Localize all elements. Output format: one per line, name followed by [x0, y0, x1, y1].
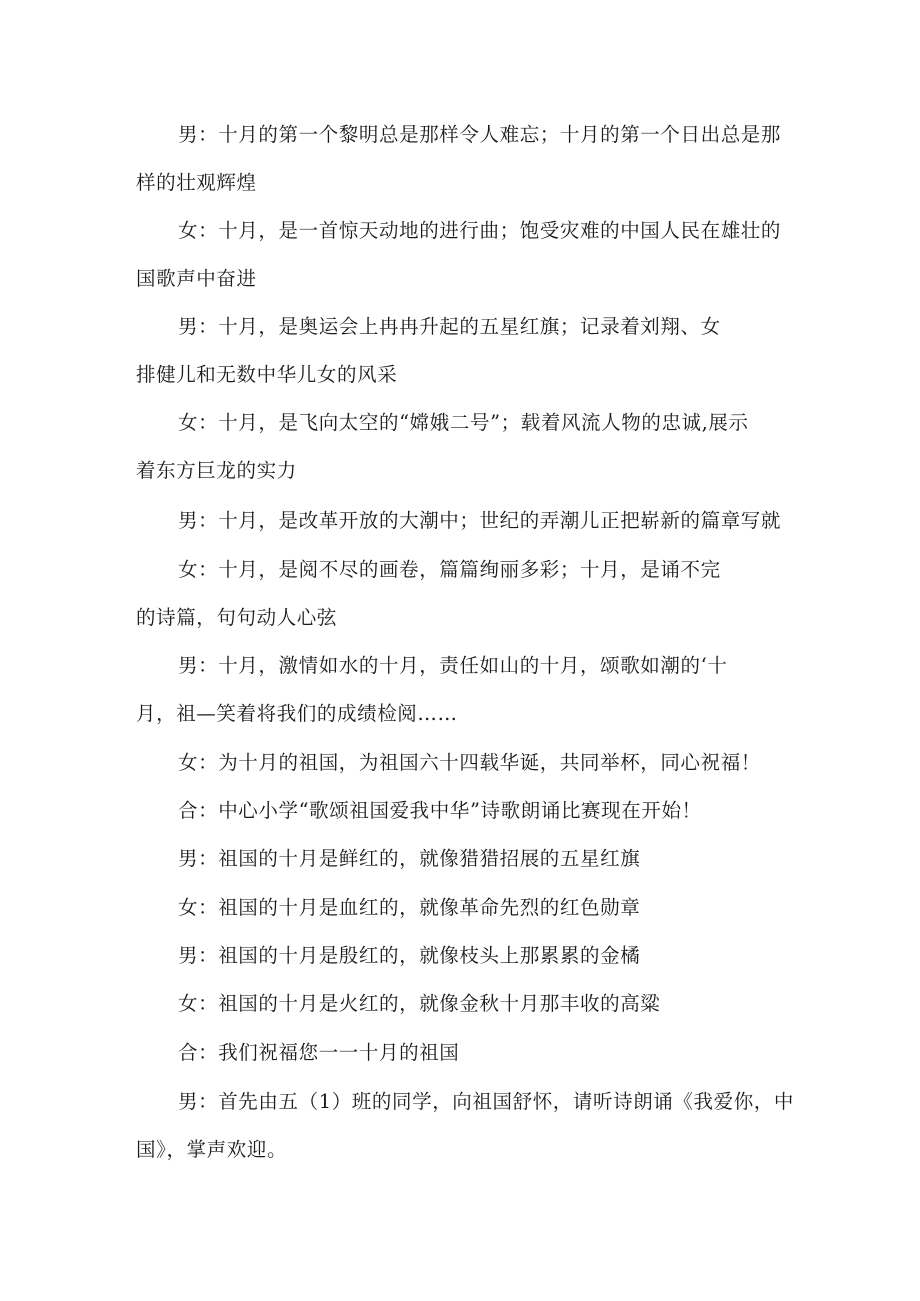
- paragraph: [136, 787, 796, 835]
- paragraph-line: 男：十月，激情如水的十月，责任如山的十月，颂歌如潮的‘十: [178, 654, 728, 677]
- paragraph: [136, 884, 796, 932]
- paragraph: [136, 1078, 796, 1174]
- paragraph-line: 女：祖国的十月是血红的，就像革命先烈的红色勋章: [178, 896, 641, 919]
- paragraph-line: 国》，掌声欢迎。: [136, 1138, 288, 1161]
- paragraph-line: 样的壮观辉煌: [136, 171, 257, 194]
- paragraph-line: 女：十月，是阅不尽的画卷，篇篇绚丽多彩；十月，是诵不完: [178, 558, 721, 581]
- paragraph: [136, 399, 796, 495]
- paragraph-line: 女：十月，是飞向太空的“嫦娥二号”；载着风流人物的忠诚,展示: [178, 411, 749, 434]
- paragraph: [136, 980, 796, 1028]
- paragraph: [136, 546, 796, 642]
- paragraph: [136, 303, 796, 399]
- paragraph: [136, 1029, 796, 1077]
- paragraph-line: 男：祖国的十月是殷红的，就像枝头上那累累的金橘: [178, 944, 641, 967]
- paragraph-line: 国歌声中奋进: [136, 267, 257, 290]
- paragraph: [136, 207, 796, 303]
- paragraph: [136, 739, 796, 787]
- paragraph-line: 着东方巨龙的实力: [136, 459, 297, 482]
- paragraph: [136, 642, 796, 738]
- paragraph-line: 月，祖—笑着将我们的成绩检阅……: [136, 702, 458, 725]
- paragraph: [136, 932, 796, 980]
- paragraph-line: 男：祖国的十月是鲜红的，就像猎猎招展的五星红旗: [178, 847, 641, 870]
- paragraph-line: 女：祖国的十月是火红的，就像金秋十月那丰收的高粱: [178, 992, 661, 1015]
- paragraph-line: 男：十月，是改革开放的大潮中；世纪的弄潮儿正把崭新的篇章写就: [178, 509, 782, 532]
- paragraph-line: 合：我们祝福您一一十月的祖国: [178, 1041, 460, 1064]
- paragraph: [136, 497, 796, 545]
- paragraph: [136, 835, 796, 883]
- paragraph: [136, 111, 796, 207]
- paragraph-line: 男：十月，是奥运会上冉冉升起的五星红旗；记录着刘翔、女: [178, 315, 721, 338]
- paragraph-line: 男：十月的第一个黎明总是那样令人难忘；十月的第一个日出总是那: [178, 123, 782, 146]
- paragraph-line: 的诗篇，句句动人心弦: [136, 606, 338, 629]
- paragraph-line: 女：为十月的祖国，为祖国六十四载华诞，共同举杯，同心祝福！: [178, 751, 761, 774]
- paragraph-line: 合：中心小学“歌颂祖国爱我中华”诗歌朗诵比赛现在开始！: [178, 799, 702, 822]
- paragraph-line: 男：首先由五（1）班的同学，向祖国舒怀，请听诗朗诵《我爱你，中: [178, 1090, 795, 1113]
- paragraph-line: 女：十月，是一首惊天动地的进行曲；饱受灾难的中国人民在雄壮的: [178, 219, 782, 242]
- paragraph-line: 排健儿和无数中华儿女的风采: [136, 363, 398, 386]
